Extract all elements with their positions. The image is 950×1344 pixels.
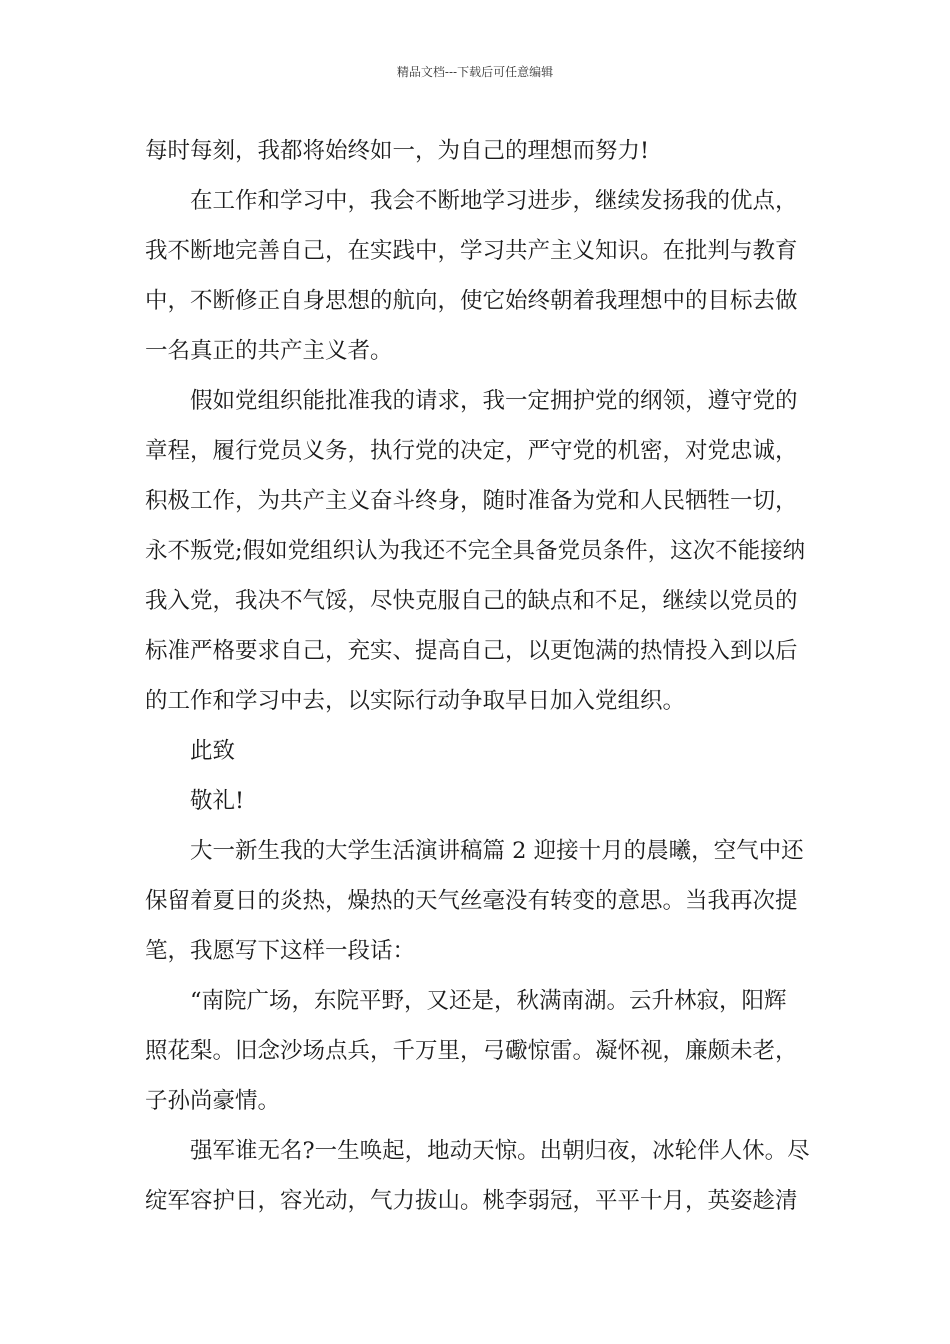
text-line: 照花梨。旧念沙场点兵，千万里，弓礮惊雷。凝怀视，廉颇未老，: [145, 1038, 798, 1064]
salutation-line: 敬礼!: [190, 788, 245, 814]
text-line: 永不叛党;假如党组织认为我还不完全具备党员条件，这次不能接纳: [145, 538, 806, 564]
closing-line: 此致: [190, 738, 236, 764]
text-line: 我入党，我决不气馁，尽快克服自己的缺点和不足，继续以党员的: [145, 588, 798, 614]
paragraph-start: 在工作和学习中，我会不断地学习进步，继续发扬我的优点，: [190, 188, 798, 214]
text-line: 笔，我愿写下这样一段话：: [145, 938, 416, 964]
text-line: 章程，履行党员义务，执行党的决定，严守党的机密，对党忠诚，: [145, 438, 798, 464]
paragraph-start: “南院广场，东院平野，又还是，秋满南湖。云升林寂，阳辉: [190, 988, 787, 1014]
text-line: 子孙尚豪情。: [145, 1088, 281, 1114]
text-line: 积极工作，为共产主义奋斗终身，随时准备为党和人民牺牲一切，: [145, 488, 798, 514]
text-line: 绽军容护日，容光动，气力拔山。桃李弱冠，平平十月，英姿趁清: [145, 1188, 798, 1214]
text-line: 中，不断修正自身思想的航向，使它始终朝着我理想中的目标去做: [145, 288, 798, 314]
text-line: 保留着夏日的炎热，燥热的天气丝毫没有转变的意思。当我再次提: [145, 888, 798, 914]
text-line: 标准严格要求自己，充实、提高自己，以更饱满的热情投入到以后: [145, 638, 798, 664]
text-line: 的工作和学习中去，以实际行动争取早日加入党组织。: [145, 688, 686, 714]
text-line: 我不断地完善自己，在实践中，学习共产主义知识。在批判与教育: [145, 238, 798, 264]
text-line: 每时每刻，我都将始终如一，为自己的理想而努力!: [145, 138, 650, 164]
paragraph-start: 大一新生我的大学生活演讲稿篇 2 迎接十月的晨曦，空气中还: [190, 838, 804, 864]
document-body: [145, 126, 810, 1226]
page-header: 精品文档---下载后可任意编辑: [396, 65, 554, 79]
text-line: 一名真正的共产主义者。: [145, 338, 393, 364]
paragraph-start: 强军谁无名?一生唤起，地动天惊。出朝归夜，冰轮伴人休。尽: [190, 1138, 810, 1164]
paragraph-start: 假如党组织能批准我的请求，我一定拥护党的纲领，遵守党的: [190, 388, 798, 414]
